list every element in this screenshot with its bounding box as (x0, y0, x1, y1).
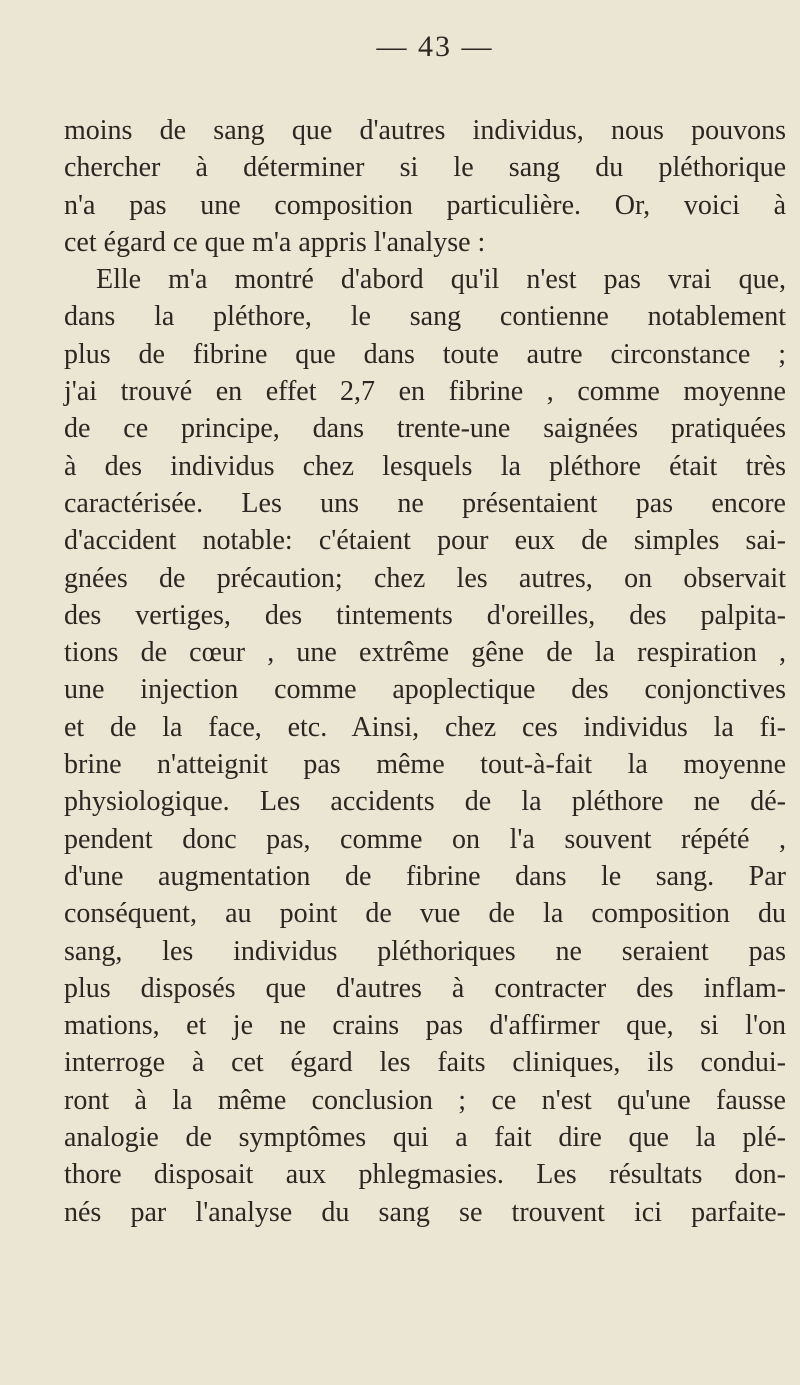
text-line-content: Elle m'a montré d'abord qu'il n'est pas vrai que, (96, 264, 786, 296)
text-line-content: cet égard ce que m'a appris l'analyse : (64, 226, 486, 258)
text-line-content: brine n'atteignit pas même tout-à-fait la moyenne (64, 749, 786, 781)
text-line (64, 1007, 786, 1044)
text-line-content: plus de fibrine que dans toute autre circonstance ; (64, 338, 786, 370)
text-line (64, 336, 786, 373)
text-line-content: sang, les individus pléthoriques ne seraient pas (64, 935, 786, 967)
text-line-content: plus disposés que d'autres à contracter des inflam- (64, 972, 786, 1004)
body-text (64, 112, 786, 1231)
text-line-content: interroge à cet égard les faits cliniques, ils condui- (64, 1047, 786, 1079)
text-line (64, 1044, 786, 1081)
text-line-content: des vertiges, des tintements d'oreilles, des palpita- (64, 599, 786, 631)
text-line (64, 298, 786, 335)
text-line-content: physiologique. Les accidents de la pléthore ne dé- (64, 786, 786, 818)
text-line-content: nés par l'analyse du sang se trouvent ici parfaite- (64, 1196, 786, 1228)
text-line-content: d'accident notable: c'étaient pour eux de simples sai- (64, 525, 786, 557)
text-line-content: moins de sang que d'autres individus, nous pouvons (64, 115, 786, 146)
text-line (64, 858, 786, 895)
text-line (64, 895, 786, 932)
text-line (64, 821, 786, 858)
text-line-content: ront à la même conclusion ; ce n'est qu'une fausse (64, 1084, 786, 1116)
text-line (64, 224, 786, 261)
text-line (64, 410, 786, 447)
text-line (64, 634, 786, 671)
text-line-content: dans la pléthore, le sang contienne notablement (64, 301, 786, 333)
text-line-content: gnées de précaution; chez les autres, on observait (64, 562, 786, 594)
text-line (64, 149, 786, 186)
text-line (64, 485, 786, 522)
text-line-content: j'ai trouvé en effet 2,7 en fibrine , comme moyenne (64, 376, 786, 408)
text-line (64, 933, 786, 970)
text-line (64, 112, 786, 149)
text-line-content: conséquent, au point de vue de la composition du (64, 898, 786, 930)
text-line (64, 597, 786, 634)
text-line (64, 373, 786, 410)
text-line-content: tions de cœur , une extrême gêne de la respiration , (64, 637, 786, 669)
text-line (64, 709, 786, 746)
page-number: — 43 — (376, 30, 494, 63)
text-line-content: n'a pas une composition particulière. Or, voici à (64, 189, 786, 221)
text-line-content: thore disposait aux phlegmasies. Les résultats don- (64, 1159, 786, 1191)
text-line (64, 746, 786, 783)
text-line (64, 671, 786, 708)
text-line (64, 783, 786, 820)
text-line-content: une injection comme apoplectique des conjonctives (64, 674, 786, 706)
text-line (64, 1194, 786, 1231)
text-line-content: chercher à déterminer si le sang du pléthorique (64, 152, 786, 184)
text-line (64, 1082, 786, 1119)
text-line-content: d'une augmentation de fibrine dans le sang. Par (64, 860, 786, 892)
text-line-content: caractérisée. Les uns ne présentaient pas encore (64, 487, 786, 519)
text-line (64, 448, 786, 485)
text-line (64, 522, 786, 559)
text-line (64, 1156, 786, 1193)
text-line (64, 187, 786, 224)
text-line (64, 560, 786, 597)
text-line-content: pendent donc pas, comme on l'a souvent répété , (64, 823, 786, 855)
text-line-content: et de la face, etc. Ainsi, chez ces individus la fi- (64, 711, 786, 743)
text-line-content: analogie de symptômes qui a fait dire que la plé- (64, 1122, 786, 1154)
text-line (64, 970, 786, 1007)
text-line (64, 1119, 786, 1156)
text-line-content: mations, et je ne crains pas d'affirmer que, si l'on (64, 1010, 786, 1042)
text-line-content: à des individus chez lesquels la pléthore était très (64, 450, 786, 482)
text-line (64, 261, 786, 298)
text-line-content: de ce principe, dans trente-une saignées pratiquées (64, 413, 786, 445)
